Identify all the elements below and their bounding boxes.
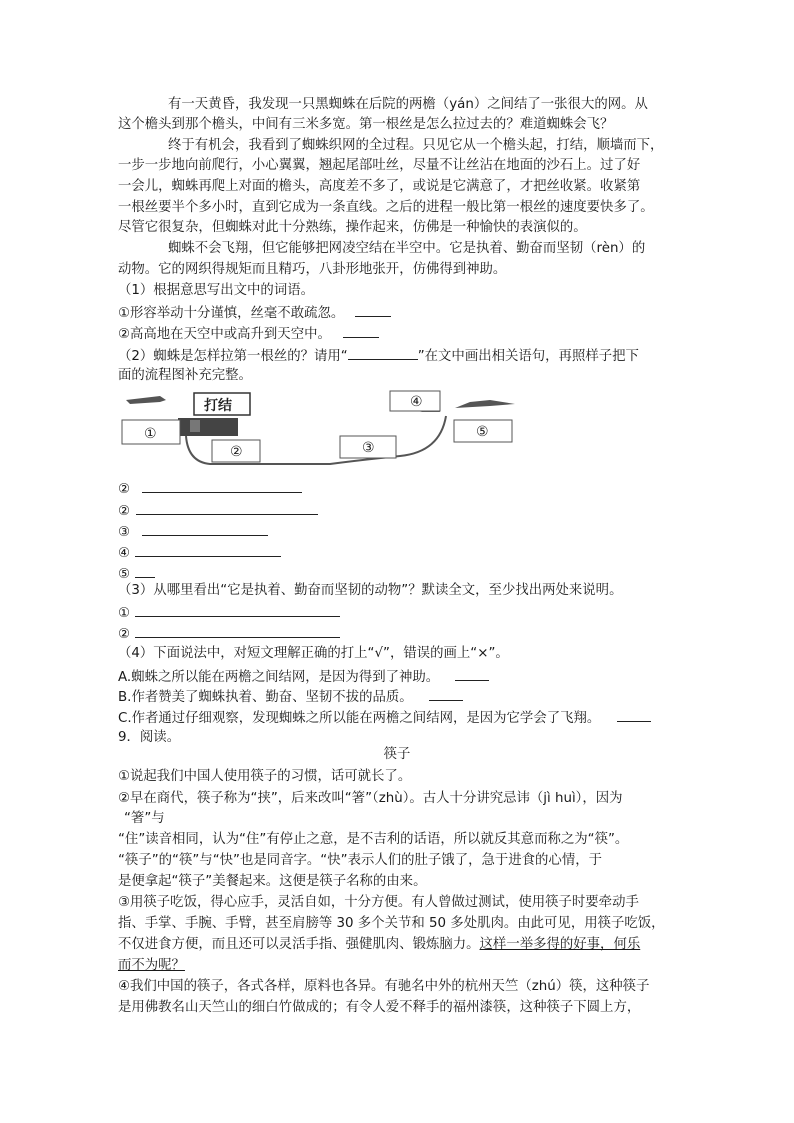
passage-line: 终于有机会，我看到了蜘蛛织网的全过程。只见它从一个檐头起，打结，顺墙而下， bbox=[168, 138, 664, 153]
reading-title: 筷子 bbox=[383, 747, 411, 762]
step-box-5[interactable] bbox=[454, 420, 512, 442]
answer-blank[interactable] bbox=[136, 500, 318, 515]
diagram-answer-2b bbox=[118, 500, 318, 522]
step-5-label: ⑤ bbox=[476, 424, 489, 440]
reading-line: ①说起我们中国人使用筷子的习惯，话可就长了。 bbox=[118, 769, 412, 784]
diagram-answer-4 bbox=[118, 542, 281, 564]
question-4c bbox=[118, 707, 651, 729]
statement-c: C.作者通过仔细观察，发现蜘蛛之所以能在两檐之间结网，是因为它学会了飞翔。 bbox=[118, 711, 601, 726]
answer-blank[interactable] bbox=[135, 563, 155, 578]
answer-blank[interactable] bbox=[142, 521, 268, 536]
question-4a bbox=[118, 666, 489, 688]
start-box bbox=[194, 393, 250, 415]
passage-line: 蜘蛛不会飞翔，但它能够把网凌空结在半空中。它是执着、勤奋而坚韧（rèn）的 bbox=[168, 241, 646, 256]
answer-label: ⑤ bbox=[118, 567, 131, 582]
diagram-answer-2 bbox=[118, 478, 302, 500]
reading-line: “筷子”的“筷”与“快”也是同音字。“快”表示人们的肚子饿了，急于进食的心情，于 bbox=[118, 853, 602, 868]
diagram-answer-3 bbox=[118, 521, 268, 543]
passage-line: 动物。它的网织得规矩而且精巧，八卦形地张开，仿佛得到神助。 bbox=[118, 262, 507, 277]
question-1: （1）根据意思写出文中的词语。 bbox=[118, 283, 314, 298]
reading-line bbox=[118, 935, 640, 955]
reading-line: ③用筷子吃饭，得心应手，灵活自如，十分方便。有人曾做过测试，使用筷子时要牵动手 bbox=[118, 895, 639, 910]
question-2 bbox=[118, 345, 639, 367]
step-box-3[interactable] bbox=[340, 436, 396, 458]
question-4b bbox=[118, 686, 463, 708]
question-4: （4）下面说法中，对短文理解正确的打上“√”，错误的画上“×”。 bbox=[118, 646, 509, 661]
answer-blank[interactable] bbox=[135, 623, 340, 638]
answer-blank[interactable] bbox=[135, 542, 281, 557]
answer-label: ① bbox=[118, 606, 131, 621]
question-1a bbox=[118, 302, 391, 324]
answer-label: ② bbox=[118, 482, 131, 497]
underlined-sentence: 这样一举多得的好事，何乐 bbox=[479, 937, 641, 952]
question-3: （3）从哪里看出“它是执着、勤奋而坚韧的动物”？默读全文，至少找出两处来说明。 bbox=[118, 583, 623, 598]
step-1-label: ① bbox=[144, 426, 157, 442]
passage-line: 一会儿，蜘蛛再爬上对面的檐头，高度差不多了，或说是它满意了，才把丝收紧。收紧第 bbox=[118, 179, 641, 194]
question-2-text-b: ”在文中画出相关语句，再照样子把下 bbox=[417, 349, 639, 364]
step-4-label: ④ bbox=[410, 394, 423, 410]
question-3b bbox=[118, 623, 340, 645]
passage-line: 一步一步地向前爬行，小心翼翼，翘起尾部吐丝，尽量不让丝沾在地面的沙石上。过了好 bbox=[118, 158, 641, 173]
answer-blank[interactable] bbox=[617, 707, 651, 722]
question-2-text-a: （2）蜘蛛是怎样拉第一根丝的？请用“ bbox=[118, 349, 348, 364]
answer-label: ④ bbox=[118, 546, 131, 561]
answer-label: ② bbox=[118, 504, 131, 519]
step-3-label: ③ bbox=[362, 440, 375, 456]
spider-web-flow-diagram bbox=[120, 390, 520, 470]
passage-line: 一根丝要半个多小时，直到它成为一条直线。之后的进程一般比第一根丝的速度要快多了。 bbox=[118, 200, 654, 215]
passage-line: 有一天黄昏，我发现一只黑蜘蛛在后院的两檐（yán）之间结了一张很大的网。从 bbox=[168, 97, 648, 112]
question-3a bbox=[118, 602, 340, 624]
answer-blank[interactable] bbox=[343, 323, 379, 338]
passage-line: 这个檐头到那个檐头，中间有三米多宽。第一根丝是怎么拉过去的？难道蜘蛛会飞？ bbox=[118, 117, 614, 132]
reading-text: 不仅进食方便，而且还可以灵活手指、强健肌肉、锻炼脑力。 bbox=[118, 937, 480, 952]
statement-a: A.蜘蛛之所以能在两檐之间结网，是因为得到了神助。 bbox=[118, 670, 440, 685]
question-1b-text: ②高高地在天空中或高升到天空中。 bbox=[118, 327, 331, 342]
answer-blank[interactable] bbox=[355, 302, 391, 317]
reading-line: ④我们中国的筷子，各式各样，原料也各异。有驰名中外的杭州天竺（zhú）筷，这种筷子 bbox=[118, 979, 650, 994]
reading-line: 指、手掌、手腕、手臂，甚至肩膀等 30 多个关节和 50 多处肌肉。由此可见，用筷子吃饭， bbox=[118, 916, 665, 931]
reading-line: “住”读音相同，认为“住”有停止之意，是不吉利的话语，所以就反其意而称之为“筷”。 bbox=[118, 832, 629, 847]
step-box-1[interactable] bbox=[122, 420, 180, 444]
answer-blank[interactable] bbox=[142, 478, 302, 493]
answer-blank[interactable] bbox=[135, 602, 340, 617]
step-2-label: ② bbox=[230, 444, 243, 460]
statement-b: B.作者赞美了蜘蛛执着、勤奋、坚韧不拔的品质。 bbox=[118, 690, 413, 705]
underlined-sentence: 而不为呢？ bbox=[118, 958, 185, 973]
answer-blank[interactable] bbox=[429, 686, 463, 701]
step-box-4[interactable] bbox=[390, 391, 440, 411]
passage-line: 尽管它很复杂，但蜘蛛对此十分熟练，操作起来，仿佛是一种愉快的表演似的。 bbox=[118, 220, 587, 235]
reading-line: “箸”与 bbox=[124, 811, 165, 826]
question-9: 9．阅读。 bbox=[118, 730, 181, 745]
answer-label: ② bbox=[118, 627, 131, 642]
start-label: 打结 bbox=[204, 398, 232, 414]
underline-sample bbox=[348, 345, 418, 360]
step-box-2[interactable] bbox=[212, 440, 260, 462]
answer-blank[interactable] bbox=[455, 666, 489, 681]
question-2-cont: 面的流程图补充完整。 bbox=[118, 368, 252, 383]
reading-line: 是用佛教名山天竺山的细白竹做成的；有令人爱不释手的福州漆筷，这种筷子下圆上方， bbox=[118, 1000, 641, 1015]
question-1b bbox=[118, 323, 379, 345]
reading-line: 是便拿起“筷子”美餐起来。这便是筷子名称的由来。 bbox=[118, 874, 427, 889]
question-1a-text: ①形容举动十分谨慎，丝毫不敢疏忽。 bbox=[118, 306, 345, 321]
answer-label: ③ bbox=[118, 525, 131, 540]
reading-line: ②早在商代，筷子称为“挟”，后来改叫“箸”（zhù）。古人十分讲究忌讳（jì huì），因为 bbox=[118, 791, 623, 806]
